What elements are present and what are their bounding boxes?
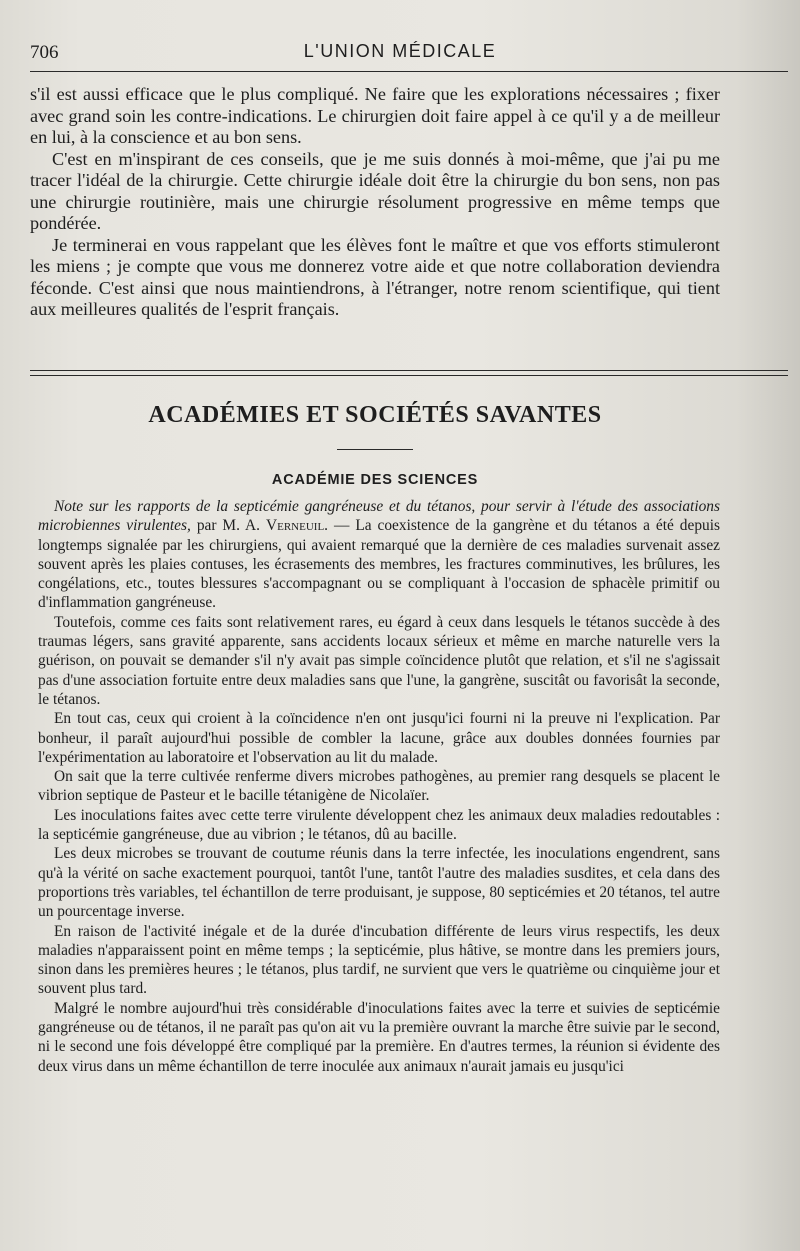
- heading-rule: [337, 449, 413, 450]
- article-paragraph: Malgré le nombre aujourd'hui très considérable d'inoculations faites avec la terre et suivies de septicémie gangréneuse ou de tétanos, il ne paraît pas qu'on ait vu la première ouvrant la marche être suivie par le second, ni le second une fois développé être compliqué par la première. En d'autres termes, la réunion si évidente des deux virus dans un même échantillon de terre inoculée aux animaux n'aurait jamais eu jusqu'ici: [38, 999, 720, 1075]
- header-rule: [30, 71, 788, 72]
- intro-paragraph: C'est en m'inspirant de ces conseils, que je me suis donnés à moi-même, que j'ai pu me tracer l'idéal de la chirurgie. Cette chirurgie idéale doit être la chirurgie du bon sens, non pas une chirurgie routinière, mais une chirurgie résolument progressive en même temps que pondérée.: [30, 148, 720, 233]
- section-subheading: ACADÉMIE DES SCIENCES: [271, 472, 479, 488]
- section-divider: [30, 370, 788, 376]
- note-title: Note sur les rapports de la septicémie gangréneuse et du tétanos, pour servir à l'étude des associations microbiennes virulentes,: [38, 498, 720, 535]
- article-paragraph: [38, 497, 720, 613]
- article-paragraph-rest: — La coexistence de la gangrène et du tétanos a été depuis longtemps signalée par les chirurgiens, qui avaient remarqué que la dernière de ces maladies survenait assez souvent après les plaies contuses, les écrasements des membres, les fractures comminutives, les brûlures, les congélations, etc., toutes blessures s'accompagnant ou se compliquant à l'occasion de sphacèle primitif ou d'inflammation gangréneuse.: [38, 517, 720, 612]
- page-number: 706: [30, 42, 59, 63]
- article-body: [38, 497, 720, 1076]
- running-title: L'UNION MÉDICALE: [303, 41, 497, 61]
- article-paragraph: On sait que la terre cultivée renferme divers microbes pathogènes, au premier rang desquels se placent le vibrion septique de Pasteur et le bacille tétanigène de Nicolaïer.: [38, 768, 720, 805]
- intro-paragraph: s'il est aussi efficace que le plus compliqué. Ne faire que les explorations nécessaires ; fixer avec grand soin les contre-indications. Le chirurgien doit faire appel à ce qu'il y a de meilleur en lui, à la conscience et au bon sens.: [30, 84, 720, 147]
- page-header: [30, 38, 770, 68]
- intro-text: [30, 84, 720, 321]
- author-name: Verneuil.: [266, 517, 329, 535]
- article-paragraph: En tout cas, ceux qui croient à la coïncidence n'en ont jusqu'ici fourni ni la preuve ni l'explication. Par bonheur, il paraît aujourd'hui possible de combler la lacune, grâce aux doubles données fournies par l'expérimentation au laboratoire et l'observation au lit du malade.: [38, 710, 720, 766]
- article-paragraph: Les inoculations faites avec cette terre virulente développent chez les animaux deux maladies redoutables : la septicémie gangréneuse, due au vibrion ; le tétanos, dû au bacille.: [38, 806, 720, 844]
- author-prefix: par M. A.: [196, 517, 261, 535]
- article-paragraph: Toutefois, comme ces faits sont relativement rares, eu égard à ceux dans lesquels le tétanos succède à des traumas légers, sans gravité apparente, sans accidents locaux sérieux et même en marche naturelle vers la guérison, on pouvait se demander s'il n'y avait pas simple coïncidence plutôt que relation, et s'il ne s'agissait pas d'une association fortuite entre deux maladies sans que l'une, la gangrène, suscitât ou favorisât la seconde, le tétanos.: [38, 613, 720, 708]
- article-paragraph: En raison de l'activité inégale et de la durée d'incubation différente de leurs virus respectifs, les deux maladies n'apparaissent point en même temps ; la septicémie, plus hâtive, se montre dans les premiers jours, sinon dans les premières heures ; le tétanos, plus tardif, ne survient que vers le quatrième ou cinquième jour et souvent plus tard.: [38, 922, 720, 998]
- section-heading: ACADÉMIES ET SOCIÉTÉS SAVANTES: [148, 402, 602, 428]
- article-paragraph: Les deux microbes se trouvant de coutume réunis dans la terre infectée, les inoculations engendrent, sans qu'à la vérité on sache exactement pourquoi, tantôt l'une, tantôt l'autre des maladies susdites, et cela dans des proportions très variables, tel échantillon de terre produisant, je suppose, 80 septicémies et 20 tétanos, tel autre un pourcentage inverse.: [38, 845, 720, 921]
- intro-paragraph: Je terminerai en vous rappelant que les élèves font le maître et que vos efforts stimuleront les miens ; je compte que vous me donnerez votre aide et que notre collaboration deviendra féconde. C'est ainsi que nous maintiendrons, à l'étranger, notre renom scientifique, qui tient aux meilleures qualités de l'esprit français.: [30, 234, 720, 319]
